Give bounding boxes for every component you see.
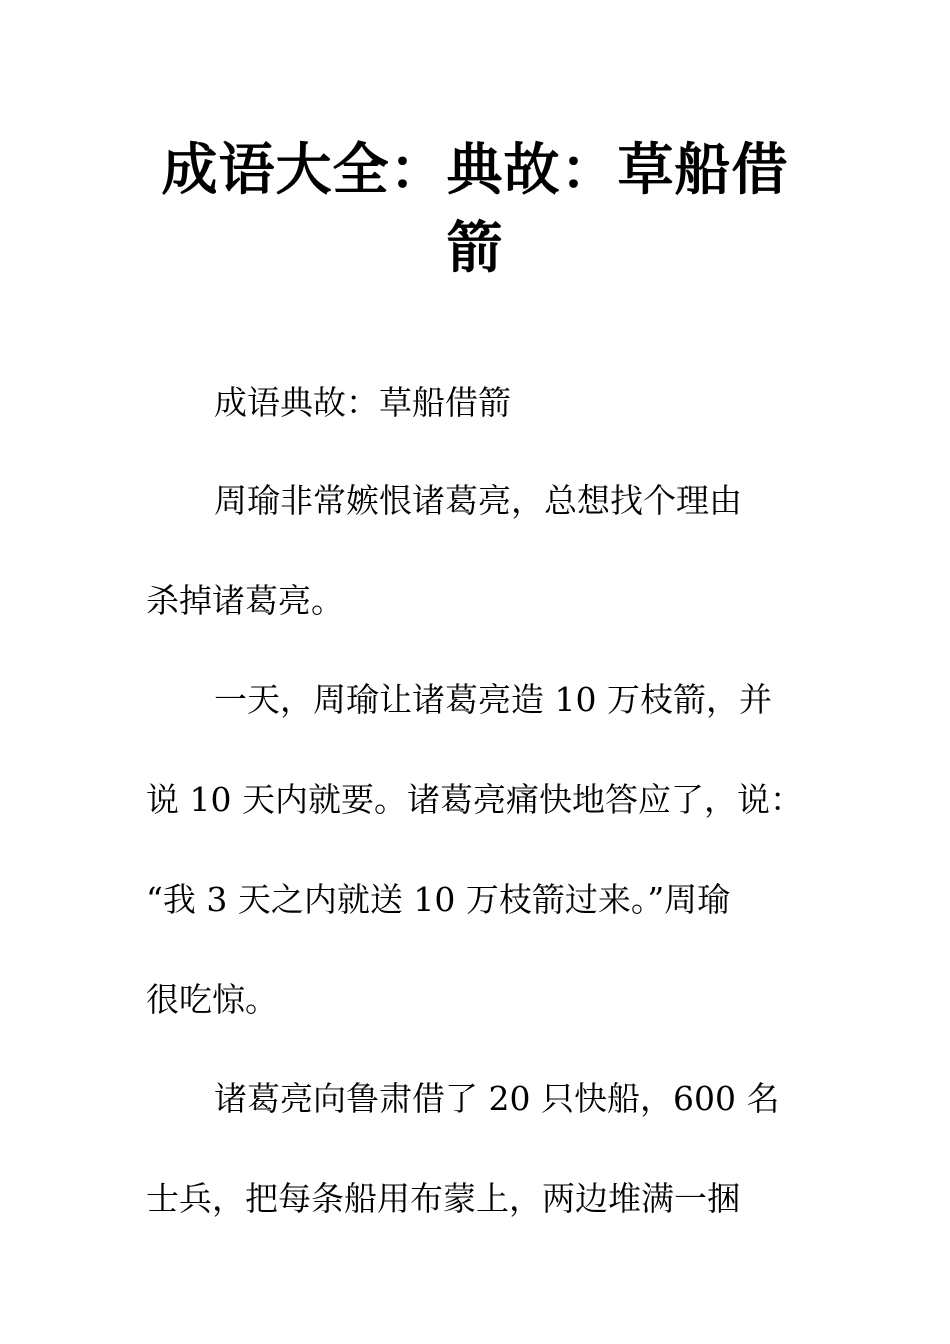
paragraph-line: 很吃惊。 xyxy=(146,980,278,1019)
paragraph-line: 士兵，把每条船用布蒙上，两边堆满一捆 xyxy=(146,1179,740,1218)
paragraph-line: 一天，周瑜让诸葛亮造 10 万枝箭，并 xyxy=(214,680,772,719)
paragraph-line: 杀掉诸葛亮。 xyxy=(146,581,344,620)
document-title: 成语大全：典故：草船借箭 xyxy=(161,138,789,281)
document-subtitle: 成语典故：草船借箭 xyxy=(214,383,511,422)
paragraph-line: 说 10 天内就要。诸葛亮痛快地答应了，说： xyxy=(146,780,803,819)
paragraph-line: 周瑜非常嫉恨诸葛亮，总想找个理由 xyxy=(214,481,742,520)
paragraph-line: 诸葛亮向鲁肃借了 20 只快船，600 名 xyxy=(214,1079,780,1118)
paragraph-line: “我 3 天之内就送 10 万枝箭过来。”周瑜 xyxy=(146,880,731,919)
